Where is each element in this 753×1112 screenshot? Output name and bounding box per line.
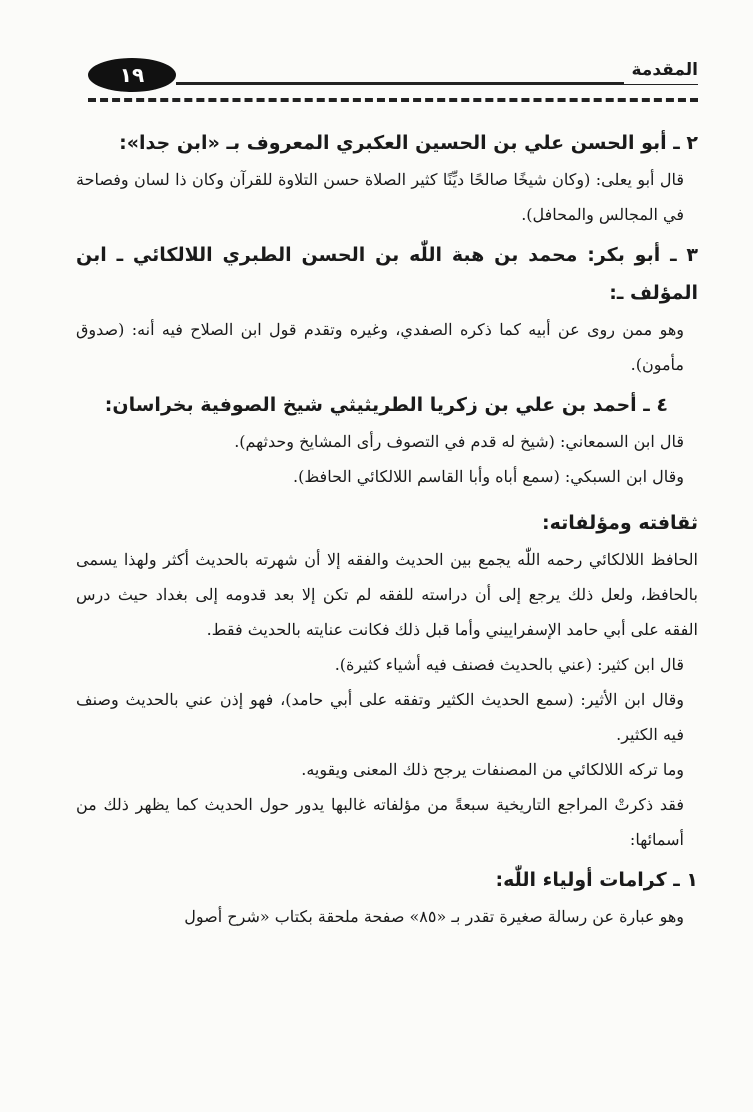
paragraph: وقال ابن الأثير: (سمع الحديث الكثير وتفقه على أبي حامد)، فهو إذن عني بالحديث وصنف فيه الكثير. [76, 690, 685, 744]
running-title: المقدمة [624, 56, 699, 84]
paragraph: وما تركه اللالكائي من المصنفات يرجح ذلك المعنى ويقويه. [301, 760, 684, 779]
paragraph: الحافظ اللالكائي رحمه اللّٰه يجمع بين الحديث والفقه إلا أن شهرته بالحديث أكثر ولهذا يسمى بالحافظ، ولعل ذلك يرجع إلى أن دراسته للفقه لم تكن إلا بعد قدومه إلى بغداد حيث درس الفقه على أبي حامد الإسفراييني وأما قبل ذلك فكانت عنايته بالحديث فقط. [76, 550, 699, 639]
page-header [80, 56, 698, 106]
header-rule [176, 82, 698, 85]
heading-abu-bakr: ٣ ـ أبو بكر: محمد بن هبة اللّٰه بن الحسن الطبري اللالكائي ـ ابن المؤلف ـ: [76, 244, 698, 304]
page-number: ١٩ [119, 63, 145, 87]
paragraph: قال أبو يعلى: (وكان شيخًا صالحًا ديِّنًا كثير الصلاة حسن التلاوة للقرآن وكان ذا لسان وفصاحة في المجالس والمحافل). [76, 170, 684, 224]
heading-ahmad-turaythithi: ٤ ـ أحمد بن علي بن زكريا الطريثيثي شيخ الصوفية بخراسان: [104, 394, 668, 416]
paragraph: فقد ذكرتْ المراجع التاريخية سبعةً من مؤلفاته غالبها يدور حول الحديث كما يظهر ذلك من أسمائها: [76, 795, 684, 849]
section-title-culture-works: ثقافته ومؤلفاته: [542, 512, 698, 534]
paragraph: وقال ابن السبكي: (سمع أباه وأبا القاسم اللالكائي الحافظ). [293, 467, 684, 486]
page-number-badge [88, 58, 176, 92]
heading-ibn-jadda: ٢ ـ أبو الحسن علي بن الحسين العكبري المعروف بـ «ابن جدا»: [119, 132, 698, 154]
paragraph: قال ابن كثير: (عني بالحديث فصنف فيه أشياء كثيرة). [334, 655, 684, 674]
header-dashed-divider [88, 98, 698, 102]
paragraph: قال ابن السمعاني: (شيخ له قدم في التصوف رأى المشايخ وحدثهم). [234, 432, 684, 451]
heading-karamat-awliya: ١ ـ كرامات أولياء اللّٰه: [495, 869, 698, 891]
page-body [76, 124, 698, 934]
paragraph: وهو ممن روى عن أبيه كما ذكره الصفدي، وغيره وتقدم قول ابن الصلاح فيه أنه: (صدوق مأمون). [76, 320, 684, 374]
paragraph: وهو عبارة عن رسالة صغيرة تقدر بـ «٨٥» صفحة ملحقة بكتاب «شرح أصول [184, 907, 684, 926]
